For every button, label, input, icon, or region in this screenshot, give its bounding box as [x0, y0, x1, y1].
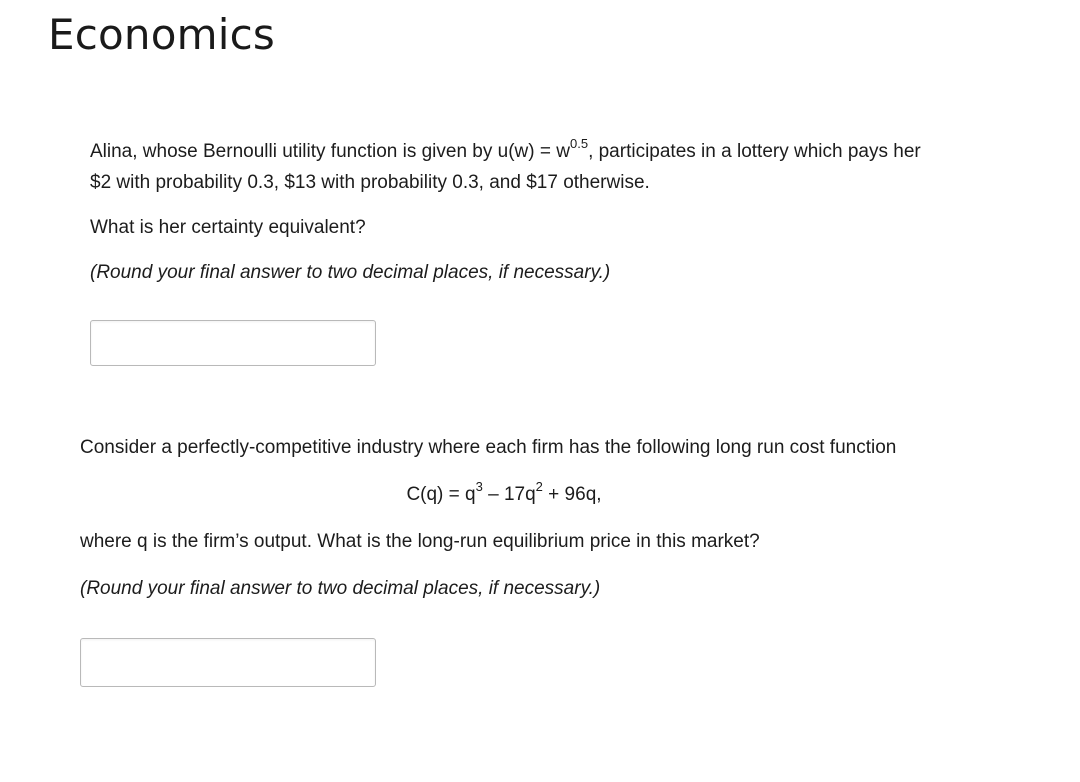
page-title: Economics	[48, 10, 275, 59]
question-1-text	[90, 136, 1050, 198]
formula-exponent-2: 2	[535, 478, 543, 494]
question-1-rounding-note: (Round your final answer to two decimal places, if necessary.)	[90, 262, 611, 283]
question-2	[80, 432, 1060, 604]
question-2-answer-input[interactable]	[80, 638, 376, 687]
question-1-exponent: 0.5	[569, 135, 589, 151]
question-1	[90, 136, 1050, 288]
question-2-intro: Consider a perfectly-competitive industry where each firm has the following long run cost function	[80, 437, 897, 458]
formula-part-1: C(q) = q	[406, 484, 476, 505]
formula-exponent-3: 3	[475, 478, 483, 494]
formula-part-3: + 96q,	[542, 484, 602, 505]
question-1-prompt: What is her certainty equivalent?	[90, 217, 366, 238]
question-1-line1-pre: Alina, whose Bernoulli utility function is given by u(w) = w	[90, 141, 570, 162]
question-1-line2: $2 with probability 0.3, $13 with probability 0.3, and $17 otherwise.	[90, 172, 650, 193]
question-2-rounding-note: (Round your final answer to two decimal places, if necessary.)	[80, 578, 601, 599]
question-2-prompt: where q is the firm’s output. What is the long-run equilibrium price in this market?	[80, 531, 760, 552]
cost-function-formula	[80, 479, 1060, 510]
formula-part-2: – 17q	[482, 484, 536, 505]
question-1-line1-post: , participates in a lottery which pays her	[588, 141, 921, 162]
question-1-answer-input[interactable]	[90, 320, 376, 366]
